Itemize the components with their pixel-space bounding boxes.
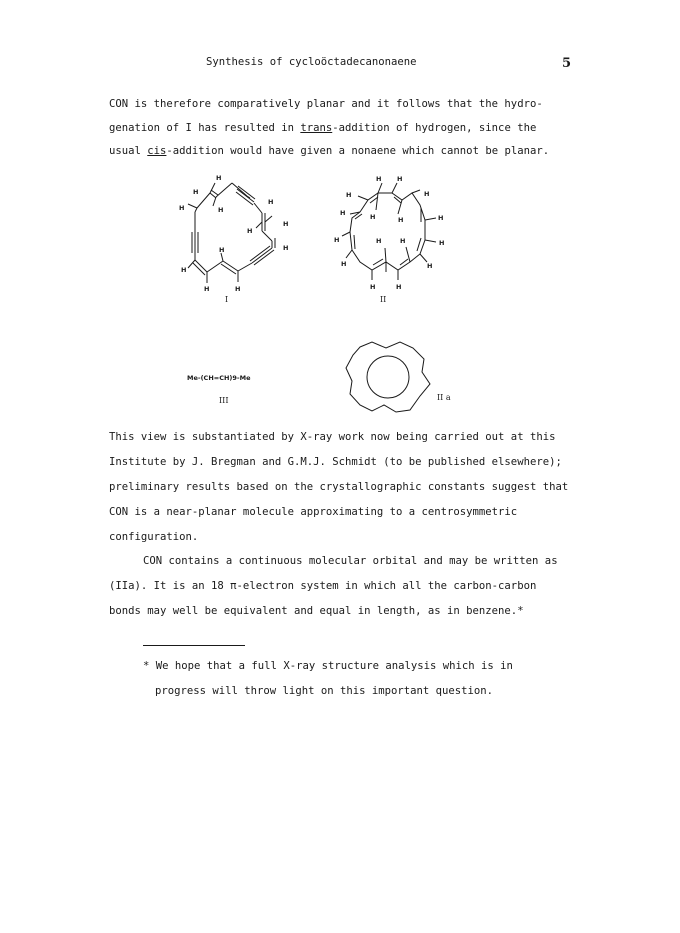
footnote-line1: * We hope that a full X-ray structure analysis which is in — [143, 660, 513, 672]
structure-II-h13: H — [341, 260, 347, 268]
para1-line1: CON is therefore comparatively planar and it follows that the hydro- — [109, 98, 543, 110]
para1-line2-a: genation of I has resulted in — [109, 122, 301, 134]
structure-II-h3: H — [346, 191, 352, 199]
para2-line3: preliminary results based on the crystallographic constants suggest that — [109, 481, 569, 493]
para1-line3-cis: cis — [147, 145, 167, 157]
structure-II-h7: H — [398, 216, 404, 224]
structure-II-h11: H — [400, 237, 406, 245]
structure-II-h9: H — [334, 236, 340, 244]
structure-II-h6: H — [370, 213, 376, 221]
page-number: 5 — [562, 56, 572, 71]
structure-I-h2: H — [193, 188, 199, 196]
structure-II-h1: H — [376, 175, 382, 183]
para1-line2-b: -addition of hydrogen, since the — [332, 122, 537, 134]
para2-line2: Institute by J. Bregman and G.M.J. Schmidt (to be published elsewhere); — [109, 456, 562, 468]
para1-line3-b: -addition would have given a nonaene which cannot be planar. — [166, 145, 550, 157]
structure-I-h5: H — [268, 198, 274, 206]
structure-I-h11: H — [204, 285, 210, 293]
para2-line1: This view is substantiated by X-ray work now being carried out at this — [109, 431, 556, 443]
structure-II-h14: H — [427, 262, 433, 270]
structure-II-label: II — [380, 295, 387, 304]
structure-II-h16: H — [396, 283, 402, 291]
structure-IIa — [0, 0, 680, 440]
label-III: III — [219, 396, 229, 405]
para3-line2: (IIa). It is an 18 π-electron system in which all the carbon-carbon — [109, 580, 537, 592]
para3-line1: CON contains a continuous molecular orbital and may be written as — [143, 555, 558, 567]
structure-I-h6: H — [247, 227, 253, 235]
structure-II-h8: H — [438, 214, 444, 222]
para3-line3: bonds may well be equivalent and equal in length, as in benzene.* — [109, 605, 524, 617]
structure-I-h9: H — [219, 246, 225, 254]
structure-II-h10: H — [376, 237, 382, 245]
structure-II-h15: H — [370, 283, 376, 291]
structure-I-label: I — [225, 295, 229, 304]
structure-II-h4: H — [424, 190, 430, 198]
structure-I-h7: H — [283, 220, 289, 228]
structure-II-h2: H — [397, 175, 403, 183]
structure-I-h8: H — [283, 244, 289, 252]
para1-line3-a: usual — [109, 145, 148, 157]
structure-II-h12: H — [439, 239, 445, 247]
structure-IIa-label: II a — [437, 393, 451, 402]
structure-I-h1: H — [216, 174, 222, 182]
para2-line5: configuration. — [109, 531, 199, 543]
structure-I-h3: H — [179, 204, 185, 212]
running-title: Synthesis of cycloöctadecanonaene — [206, 56, 417, 68]
formula-III: Me-(CH=CH)9-Me — [187, 374, 251, 382]
para2-line4: CON is a near-planar molecule approximating to a centrosymmetric — [109, 506, 518, 518]
structure-I-h10: H — [181, 266, 187, 274]
structure-I-h4: H — [218, 206, 224, 214]
footnote-rule — [143, 645, 245, 646]
para1-line2-trans: trans — [300, 122, 333, 134]
structure-II-h5: H — [340, 209, 346, 217]
footnote-line2: progress will throw light on this important question. — [155, 685, 494, 697]
structure-I-h12: H — [235, 285, 241, 293]
